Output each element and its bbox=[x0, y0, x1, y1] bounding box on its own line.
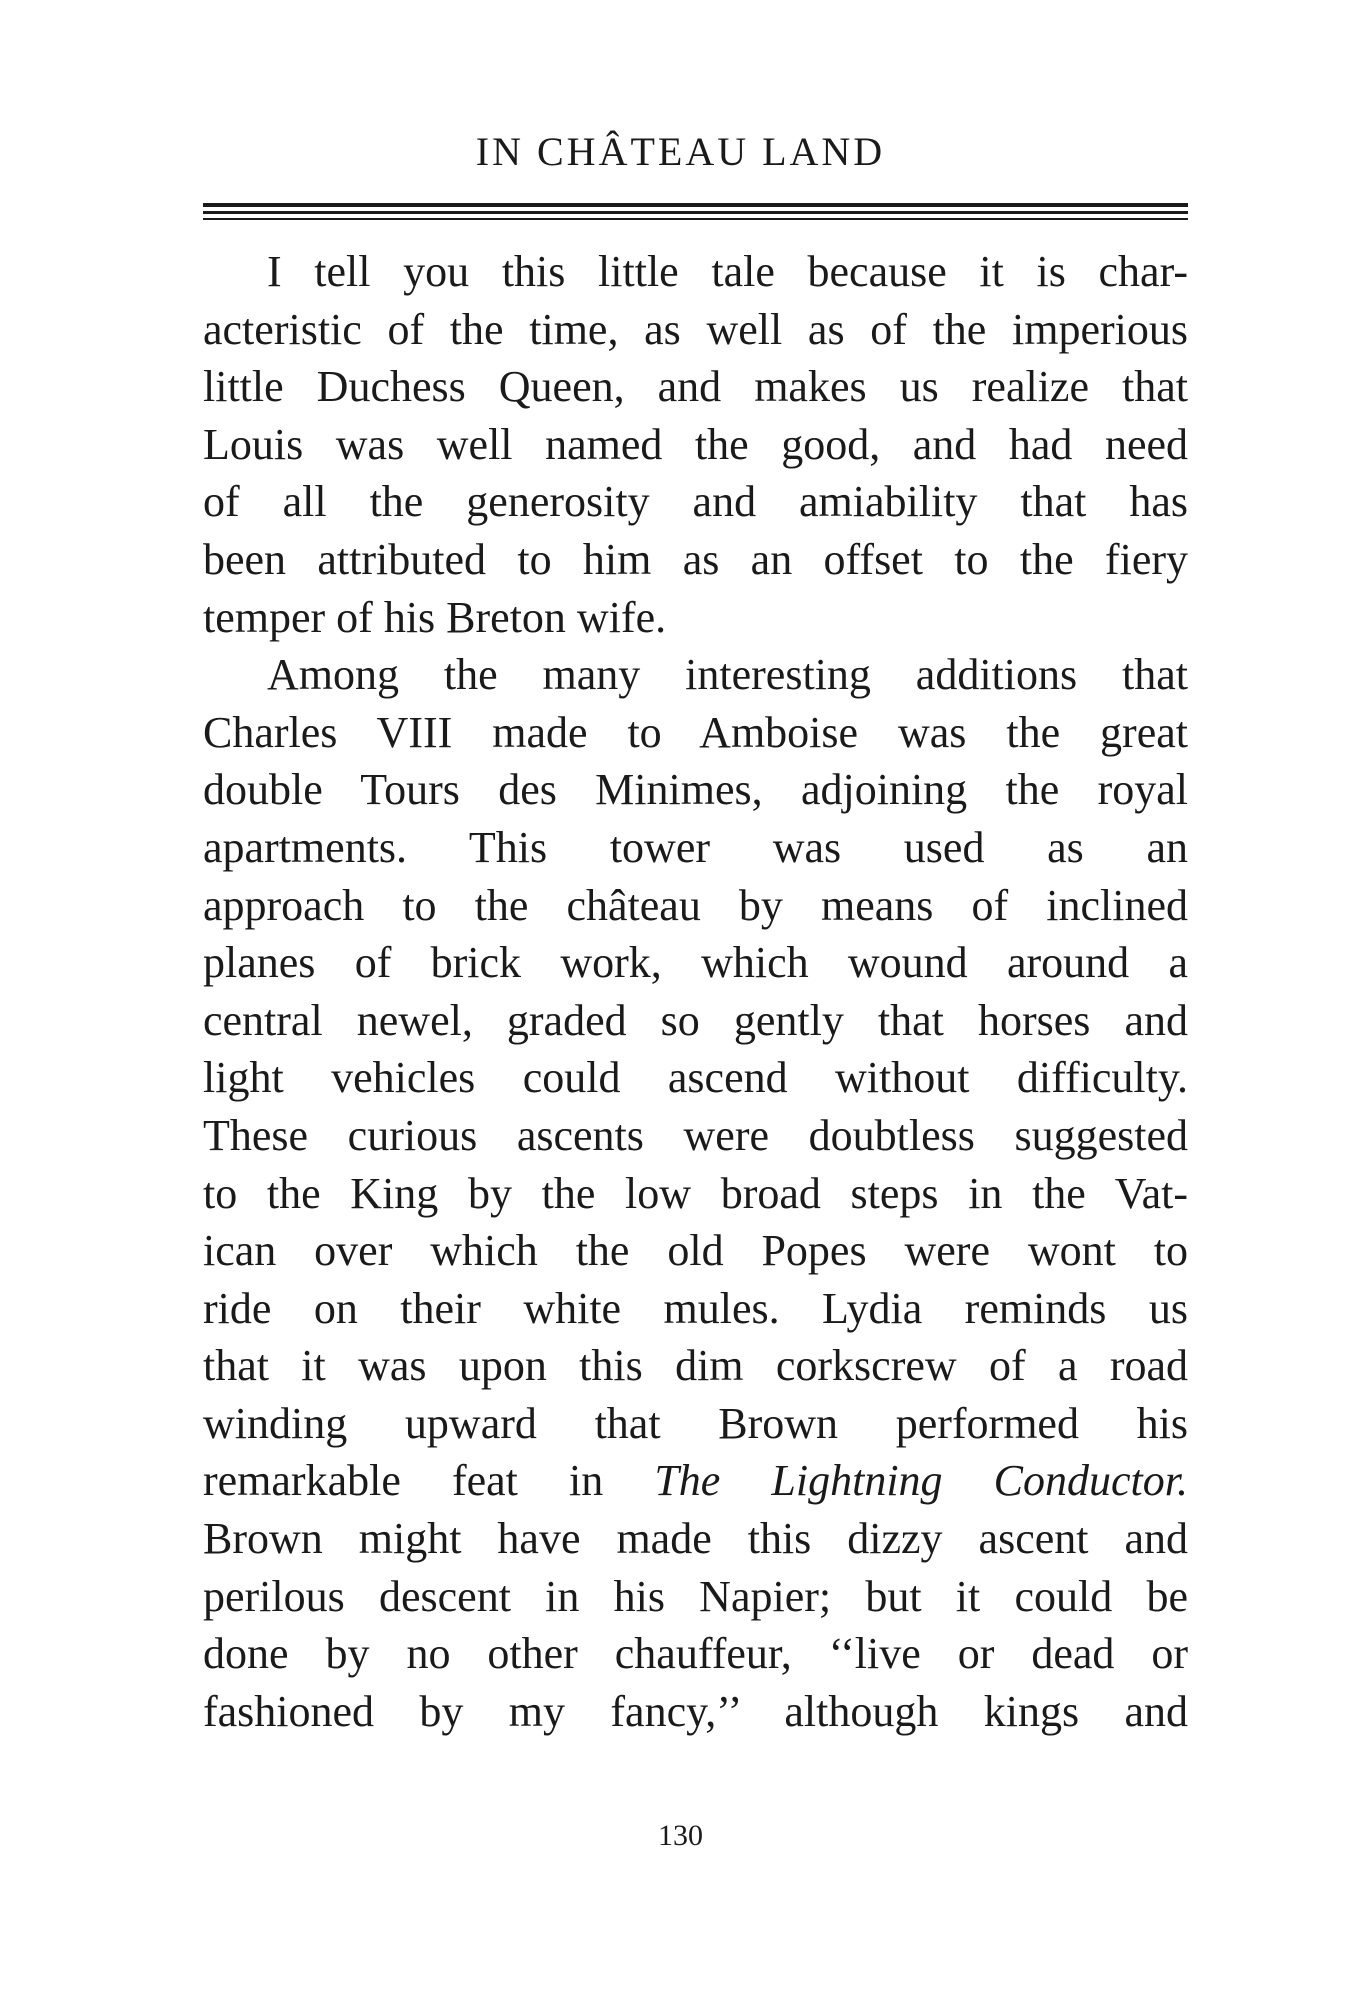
text-line: I tell you this little tale because it is char- bbox=[267, 247, 1188, 296]
text-line: light vehicles could ascend without difficulty. bbox=[203, 1053, 1188, 1103]
text-line: planes of brick work, which wound around a bbox=[203, 938, 1188, 988]
header-rule bbox=[203, 211, 1188, 214]
running-head: IN CHÂTEAU LAND bbox=[475, 129, 886, 174]
text-line: done by no other chauffeur, ‘‘live or dead or bbox=[203, 1629, 1188, 1679]
page-number: 130 bbox=[658, 1819, 703, 1852]
text-line: to the King by the low broad steps in the Vat- bbox=[203, 1168, 1188, 1218]
text-line: been attributed to him as an offset to the fiery bbox=[203, 534, 1188, 584]
text-line: little Duchess Queen, and makes us realize that bbox=[203, 362, 1188, 412]
text-line: central newel, graded so gently that horses and bbox=[203, 995, 1188, 1045]
header-rule bbox=[203, 203, 1188, 207]
text-line: double Tours des Minimes, adjoining the royal bbox=[203, 765, 1188, 815]
text-line: of all the generosity and amiability that has bbox=[203, 477, 1188, 527]
text-line: acteristic of the time, as well as of the imperious bbox=[203, 304, 1188, 354]
body-text bbox=[203, 243, 1188, 1740]
text-line: Brown might have made this dizzy ascent and bbox=[203, 1514, 1188, 1564]
header-rule bbox=[203, 218, 1188, 220]
text-line: ride on their white mules. Lydia reminds us bbox=[203, 1283, 1188, 1333]
text-line-with-title bbox=[203, 1452, 1188, 1510]
text-line: Among the many interesting additions that bbox=[267, 650, 1188, 700]
text-line: Charles VIII made to Amboise was the great bbox=[203, 707, 1188, 757]
book-title: The Lightning Conductor. bbox=[654, 1456, 1188, 1506]
text-line: Louis was well named the good, and had need bbox=[203, 419, 1188, 469]
text-line: These curious ascents were doubtless suggested bbox=[203, 1110, 1188, 1160]
text-line: temper of his Breton wife. bbox=[203, 592, 667, 642]
text-line: ican over which the old Popes were wont to bbox=[203, 1226, 1188, 1276]
text-line: that it was upon this dim corkscrew of a road bbox=[203, 1341, 1188, 1391]
text-line: winding upward that Brown performed his bbox=[203, 1398, 1188, 1448]
text-run: remarkable feat in bbox=[203, 1456, 604, 1506]
text-line: perilous descent in his Napier; but it could be bbox=[203, 1571, 1188, 1621]
text-line: apartments. This tower was used as an bbox=[203, 822, 1188, 872]
text-line: fashioned by my fancy,’’ although kings and bbox=[203, 1686, 1188, 1736]
text-line: approach to the château by means of inclined bbox=[203, 880, 1188, 930]
